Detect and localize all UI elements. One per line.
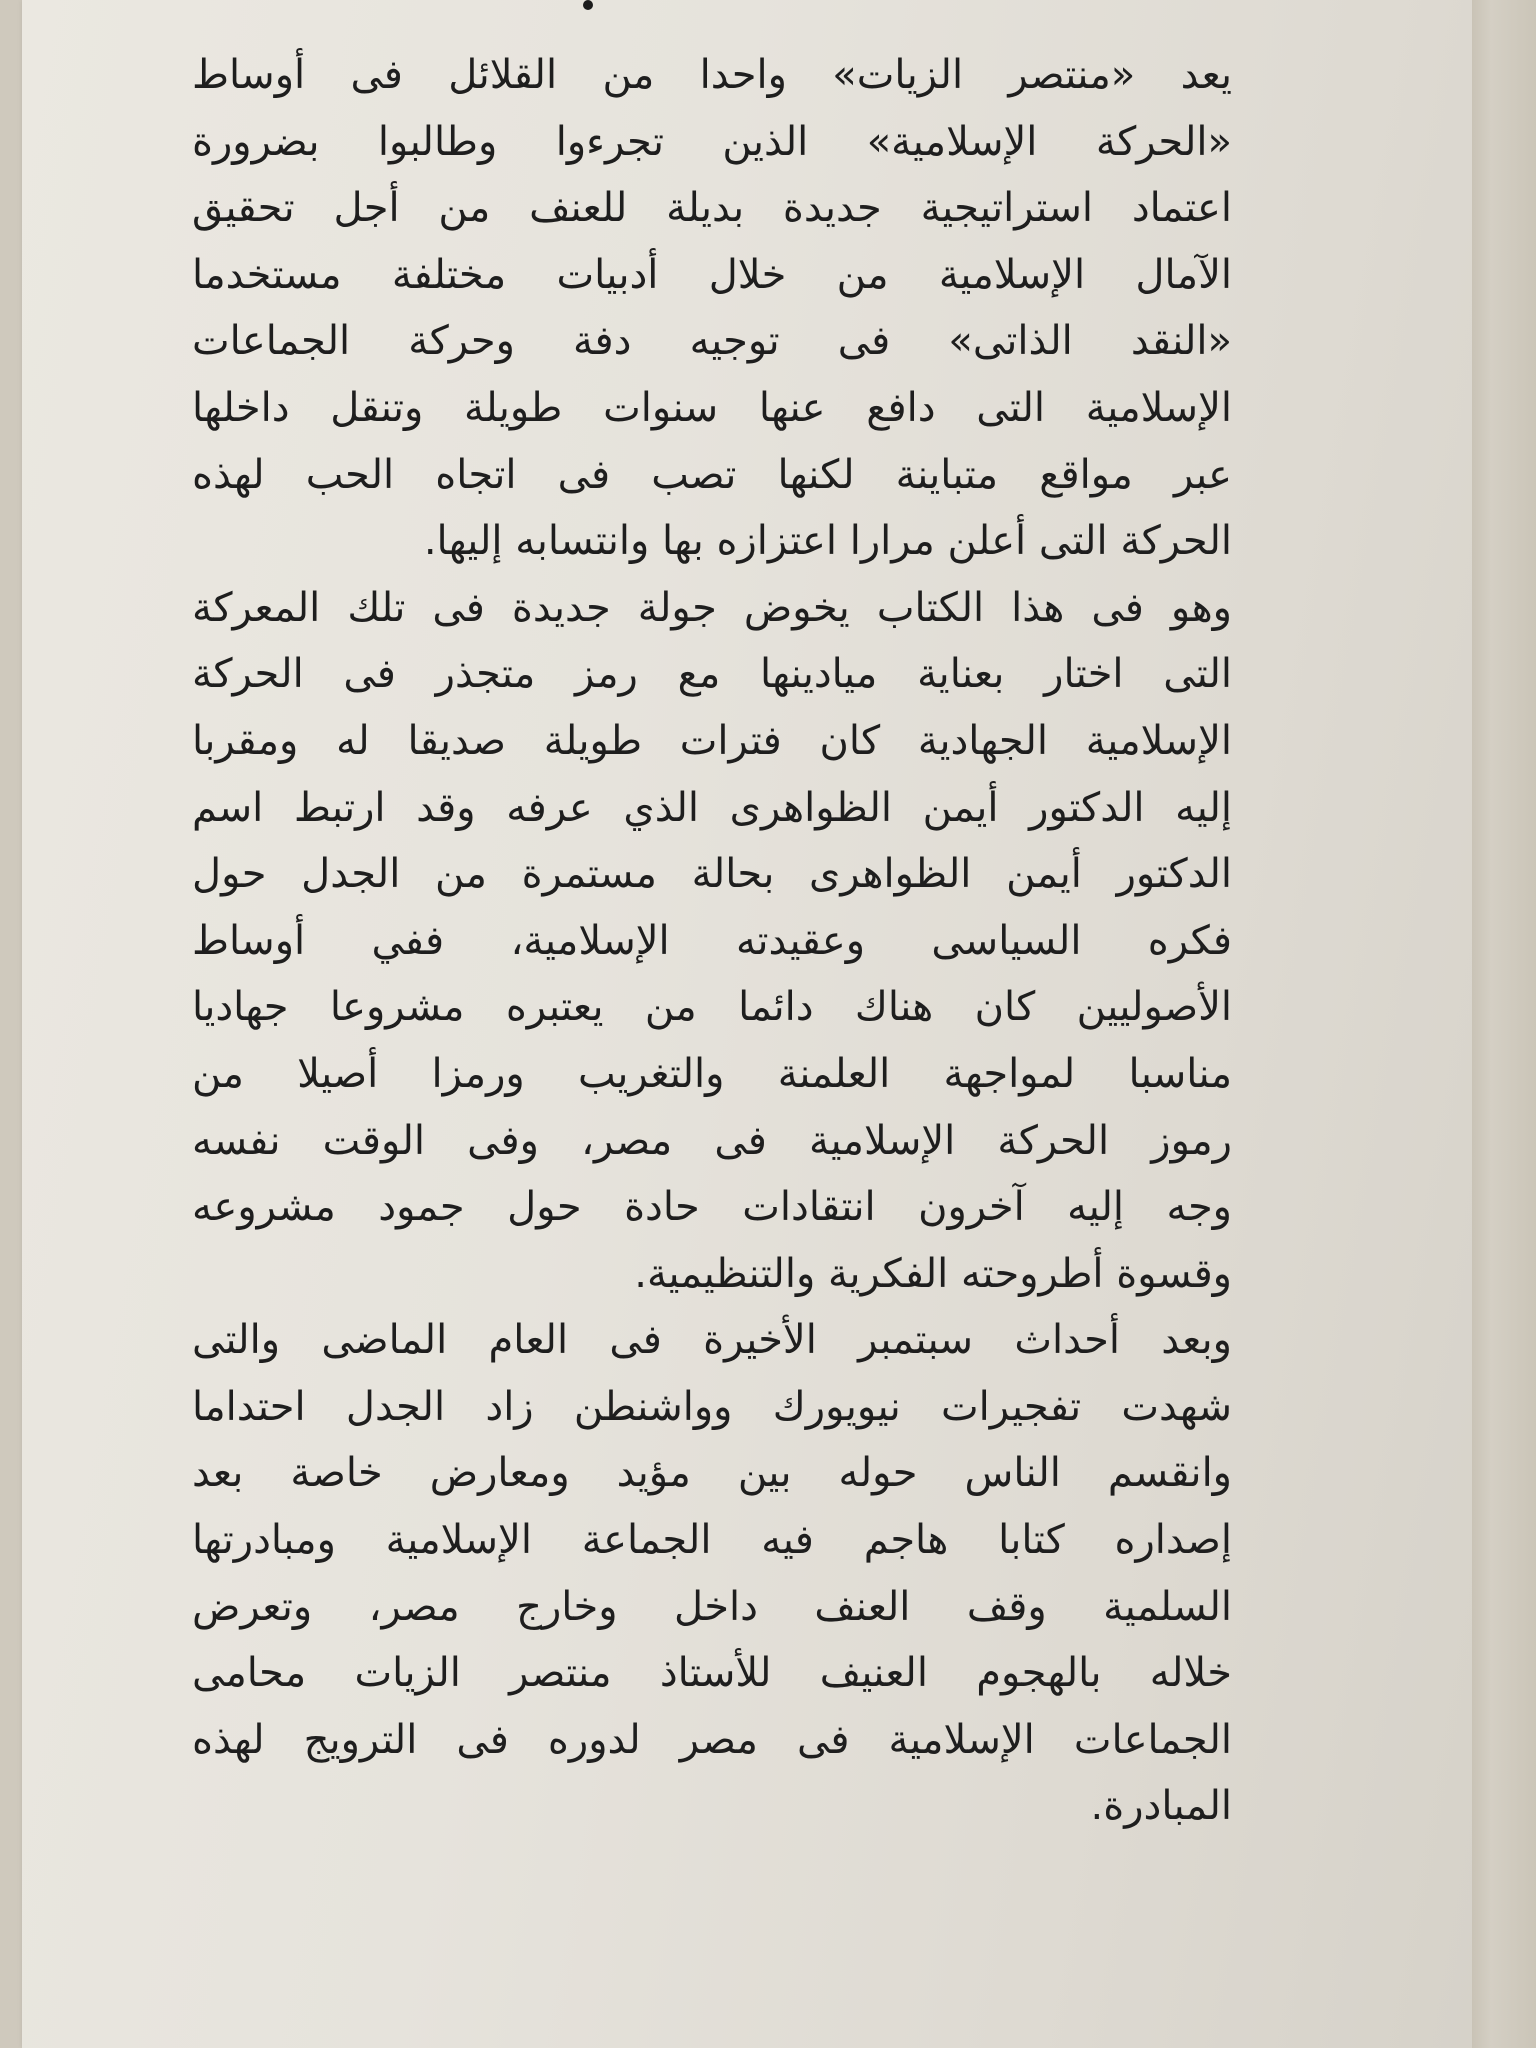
page-edge-shadow — [1472, 0, 1536, 2048]
text-line: الأصوليين كان هناك دائما من يعتبره مشروعا جهاديا — [192, 984, 1232, 1031]
text-line: الإسلامية الجهادية كان فترات طويلة صديقا له ومقربا — [192, 717, 1232, 764]
text-line: إليه الدكتور أيمن الظواهرى الذي عرفه وقد ارتبط اسم — [192, 784, 1232, 831]
text-line: عبر مواقع متباينة لكنها تصب فى اتجاه الحب لهذه — [192, 451, 1232, 498]
text-line: السلمية وقف العنف داخل وخارج مصر، وتعرض — [192, 1583, 1232, 1630]
text-line: اعتماد استراتيجية جديدة بديلة للعنف من أجل تحقيق — [192, 185, 1232, 232]
text-line: «النقد الذاتى» فى توجيه دفة وحركة الجماعات — [192, 318, 1232, 365]
text-line: مناسبا لمواجهة العلمنة والتغريب ورمزا أصيلا من — [192, 1050, 1232, 1097]
text-line: الحركة التى أعلن مرارا اعتزازه بها وانتسابه إليها. — [423, 518, 1232, 565]
text-line: رموز الحركة الإسلامية فى مصر، وفى الوقت نفسه — [192, 1117, 1232, 1164]
text-line: «الحركة الإسلامية» الذين تجرءوا وطالبوا بضرورة — [192, 118, 1232, 165]
text-line: المبادرة. — [1090, 1783, 1232, 1830]
text-line: إصداره كتابا هاجم فيه الجماعة الإسلامية ومبادرتها — [192, 1517, 1232, 1564]
text-line: التى اختار بعناية ميادينها مع رمز متجذر فى الحركة — [192, 651, 1232, 698]
text-line: وانقسم الناس حوله بين مؤيد ومعارض خاصة بعد — [192, 1450, 1232, 1497]
text-line: خلاله بالهجوم العنيف للأستاذ منتصر الزيات محامى — [192, 1650, 1232, 1697]
text-line: الآمال الإسلامية من خلال أدبيات مختلفة مستخدما — [192, 251, 1232, 298]
text-line: وقسوة أطروحته الفكرية والتنظيمية. — [634, 1250, 1232, 1297]
text-line: الجماعات الإسلامية فى مصر لدوره فى الترويج لهذه — [192, 1716, 1232, 1763]
body-text — [192, 42, 1232, 1840]
text-line: وبعد أحداث سبتمبر الأخيرة فى العام الماضى والتى — [192, 1317, 1232, 1364]
text-line: فكره السياسى وعقيدته الإسلامية، ففي أوساط — [192, 917, 1232, 964]
top-dot-mark — [583, 0, 593, 10]
text-line: وهو فى هذا الكتاب يخوض جولة جديدة فى تلك المعركة — [192, 584, 1232, 631]
text-line: شهدت تفجيرات نيويورك وواشنطن زاد الجدل احتداما — [192, 1383, 1232, 1430]
text-line: يعد «منتصر الزيات» واحدا من القلائل فى أوساط — [192, 52, 1232, 98]
text-line: وجه إليه آخرون انتقادات حادة حول جمود مشروعه — [192, 1184, 1232, 1231]
text-line: الدكتور أيمن الظواهرى بحالة مستمرة من الجدل حول — [192, 851, 1232, 898]
text-line: الإسلامية التى دافع عنها سنوات طويلة وتنقل داخلها — [192, 384, 1232, 431]
